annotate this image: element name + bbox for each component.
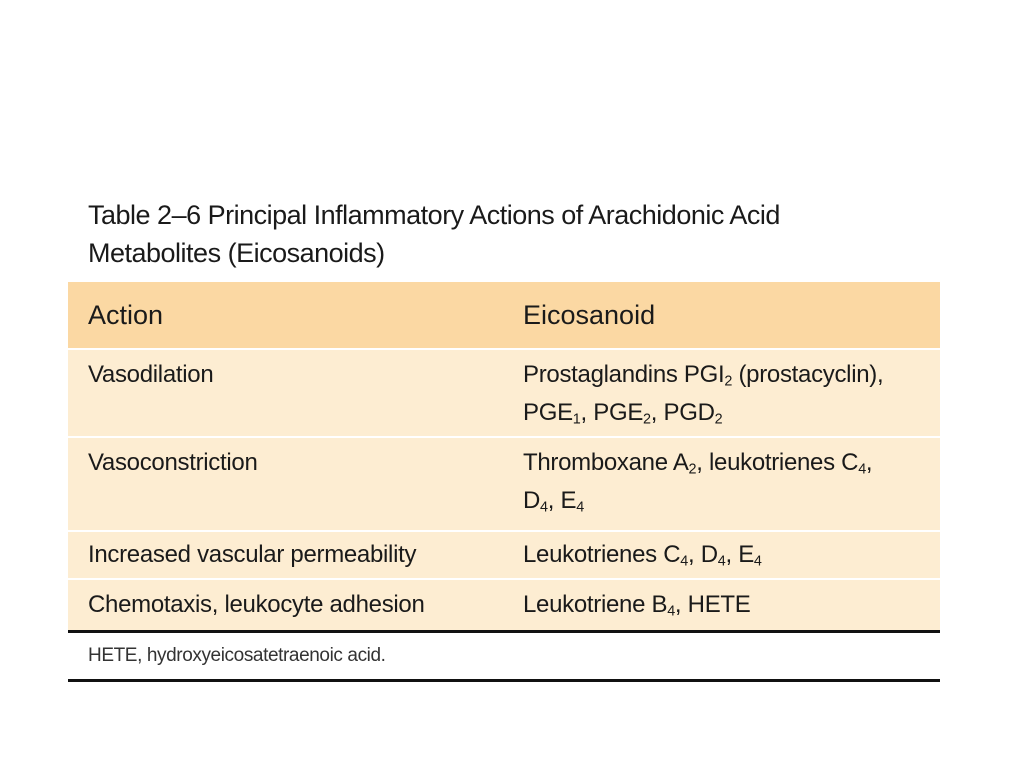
footnote-bottom-rule [68, 679, 940, 682]
table-row [68, 348, 940, 436]
table-row [68, 436, 940, 530]
action-cell: Chemotaxis, leukocyte adhesion [88, 591, 425, 618]
table-title-line-1: Table 2–6 Principal Inflammatory Actions of Arachidonic Acid [88, 200, 780, 230]
eicosanoid-cell: Thromboxane $A_2$, leukotrienes $C_4$, $D_4$, $E_4$ [523, 449, 873, 516]
action-cell: Vasodilation [88, 361, 214, 388]
eicosanoid-cell: Prostaglandins $PGI_2$ (prostacyclin), $PGE_1$, $PGE_2$, $PGD_2$ [523, 361, 884, 428]
eicosanoid-cell: Leukotriene $B_4$, HETE [523, 591, 751, 620]
eicosanoid-table [68, 282, 940, 682]
header-eicosanoid: Eicosanoid [523, 300, 656, 330]
table-header-row [68, 282, 940, 348]
table-footnote: HETE, hydroxyeicosatetraenoic acid. [88, 645, 386, 666]
header-action: Action [88, 300, 164, 330]
table-title-line-2: Metabolites (Eicosanoids) [88, 238, 385, 268]
action-cell: Increased vascular permeability [88, 541, 417, 568]
table-title [88, 196, 940, 272]
table-row [68, 578, 940, 630]
eicosanoid-table-figure [68, 196, 940, 682]
action-cell: Vasoconstriction [88, 449, 258, 476]
table-row [68, 530, 940, 578]
eicosanoid-cell: Leukotrienes $C_4$, $D_4$, $E_4$ [523, 541, 762, 570]
